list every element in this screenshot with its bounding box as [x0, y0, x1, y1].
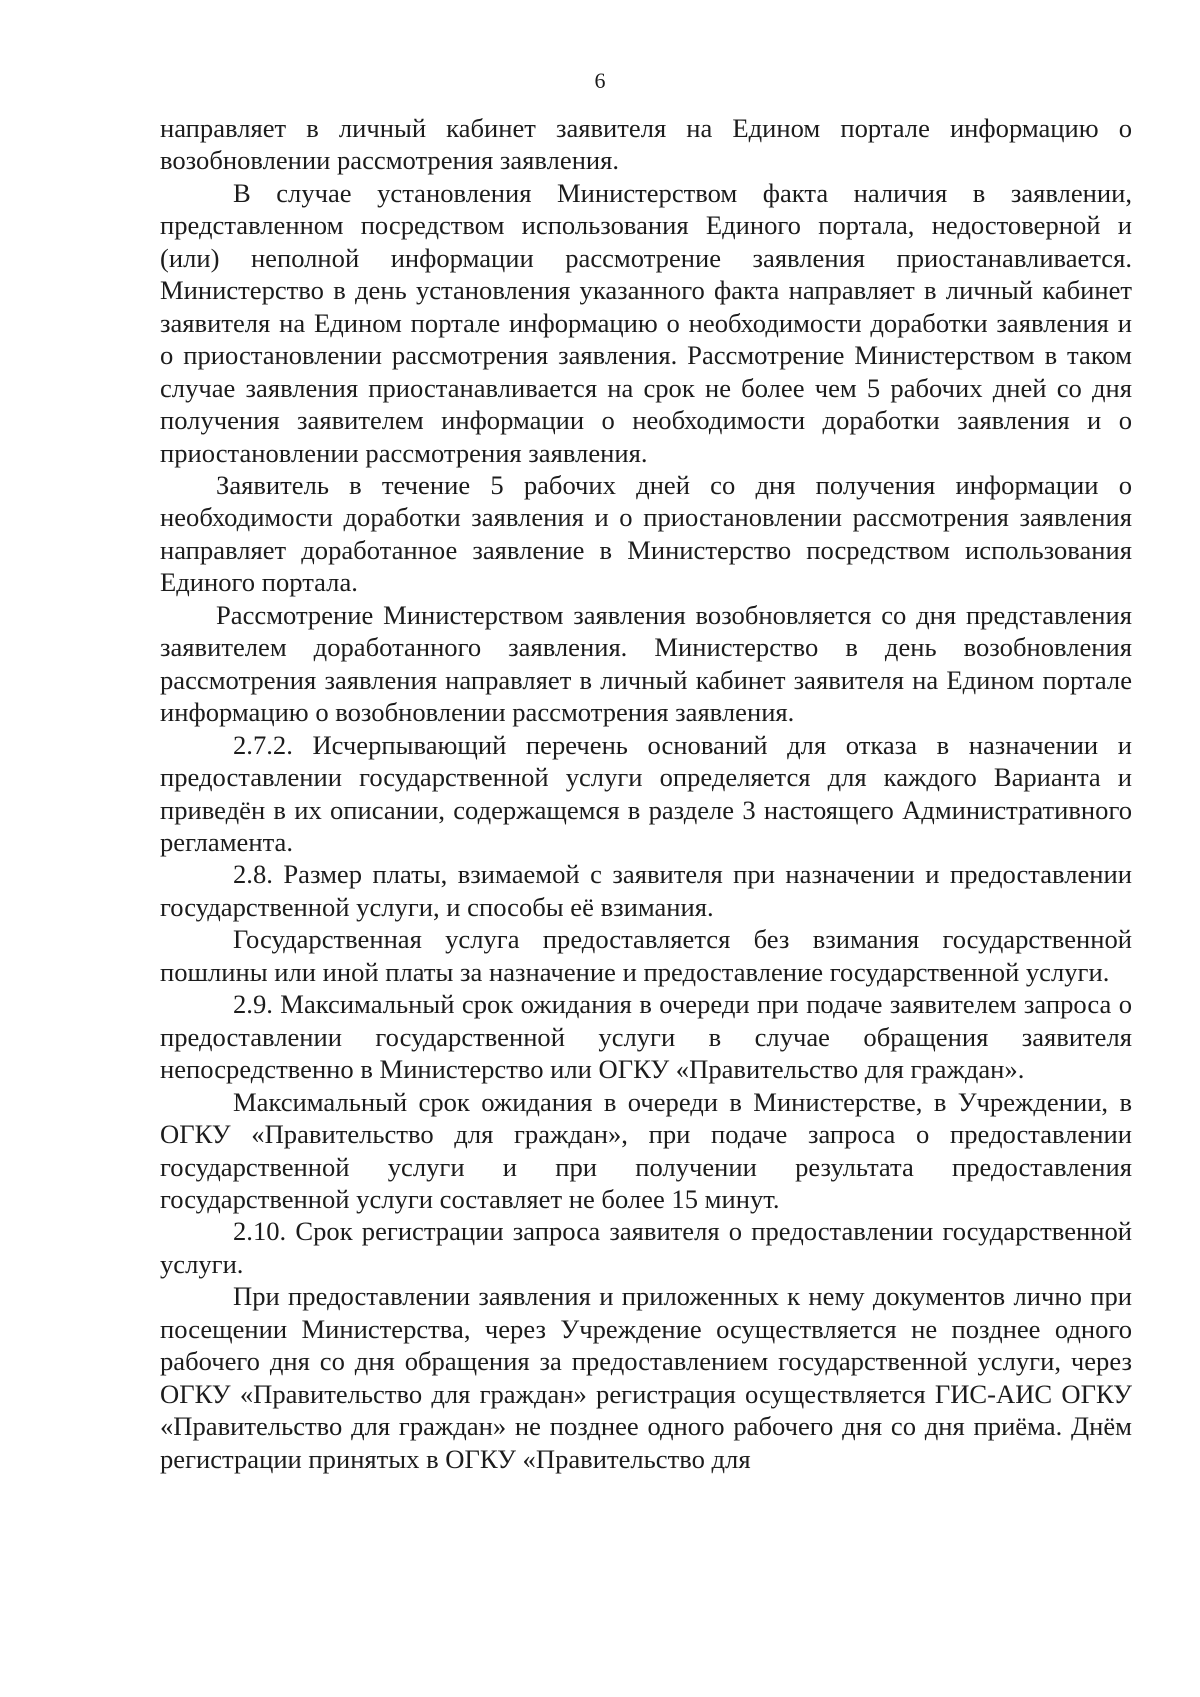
paragraph-suspension-case: В случае установления Министерством факта наличия в заявлении, представленном посредством использования Единого портала, недостоверной и (или) неполной информации рассмотрение заявления приостанавливается. Министерство в день установления указанного факта направляет в личный кабинет заявителя на Едином портале информацию о необходимости доработки заявления и о приостановлении рассмотрения заявления. Рассмотрение Министерством в таком случае заявления приостанавливается на срок не более чем 5 рабочих дней со дня получения заявителем информации о необходимости доработки заявления и о приостановлении рассмотрения заявления. — [160, 177, 1132, 468]
page-number: 6 — [594, 68, 606, 93]
document-body — [160, 112, 1132, 1475]
paragraph-applicant-revision: Заявитель в течение 5 рабочих дней со дня получения информации о необходимости доработки заявления и о приостановлении рассмотрения заявления направляет доработанное заявление в Министерство посредством использования Единого портала. — [160, 469, 1132, 598]
paragraph-registration: При предоставлении заявления и приложенных к нему документов лично при посещении Министерства, через Учреждение осуществляется не позднее одного рабочего дня со дня обращения за предоставлением государственной услуги, через ОГКУ «Правительство для граждан» регистрация осуществляется ГИС-АИС ОГКУ «Правительство для граждан» не позднее одного рабочего дня со дня приёма. Днём регистрации принятых в ОГКУ «Правительство для — [160, 1281, 1132, 1474]
paragraph-resumption: Рассмотрение Министерством заявления возобновляется со дня представления заявителем доработанного заявления. Министерство в день возобновления рассмотрения заявления направляет в личный кабинет заявителя на Едином портале информацию о возобновлении рассмотрения заявления. — [160, 599, 1132, 728]
paragraph-2-8: 2.8. Размер платы, взимаемой с заявителя при назначении и предоставлении государственной услуги, и способы её взимания. — [160, 859, 1132, 922]
paragraph-max-wait: Максимальный срок ожидания в очереди в Министерстве, в Учреждении, в ОГКУ «Правительство для граждан», при подаче запроса о предоставлении государственной услуги и при получении результата предоставления государственной услуги составляет не более 15 минут. — [160, 1086, 1132, 1214]
paragraph-2-10: 2.10. Срок регистрации запроса заявителя о предоставлении государственной услуги. — [160, 1216, 1132, 1279]
paragraph-continuation: направляет в личный кабинет заявителя на Едином портале информацию о возобновлении рассмотрения заявления. — [160, 113, 1132, 176]
paragraph-2-9: 2.9. Максимальный срок ожидания в очереди при подаче заявителем запроса о предоставлении государственной услуги в случае обращения заявителя непосредственно в Министерство или ОГКУ «Правительство для граждан». — [160, 989, 1132, 1085]
paragraph-2-7-2: 2.7.2. Исчерпывающий перечень оснований для отказа в назначении и предоставлении государственной услуги определяется для каждого Варианта и приведён в их описании, содержащемся в разделе 3 настоящего Административного регламента. — [160, 729, 1132, 857]
paragraph-free-service: Государственная услуга предоставляется без взимания государственной пошлины или иной платы за назначение и предоставление государственной услуги. — [160, 924, 1132, 987]
